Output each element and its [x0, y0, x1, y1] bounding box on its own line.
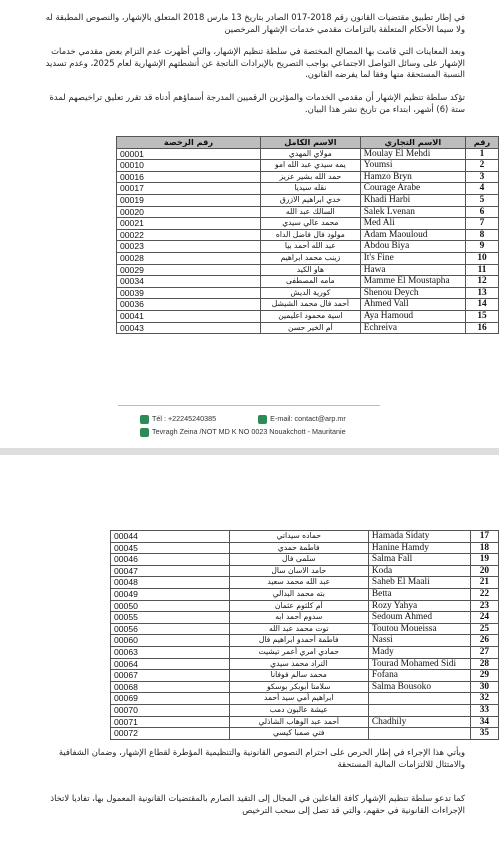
cell-number: 16	[466, 322, 499, 334]
cell-license: 00017	[117, 183, 261, 195]
footer-divider	[118, 405, 380, 406]
cell-full-name: هاو الكيد	[261, 264, 361, 276]
cell-license: 00055	[111, 612, 230, 624]
cell-license: 00010	[117, 160, 261, 172]
cell-full-name: عيشة عالبون دمب	[229, 704, 368, 716]
table-row	[111, 716, 499, 728]
cell-number: 35	[470, 728, 498, 740]
cell-trade-name: Toutou Moueissa	[368, 623, 470, 635]
table-row	[117, 241, 499, 253]
cell-number: 30	[470, 681, 498, 693]
header-number: رقم	[466, 137, 499, 149]
cell-full-name: حماده سيداتي	[229, 531, 368, 543]
cell-number: 17	[470, 531, 498, 543]
cell-trade-name: Salma Bousoko	[368, 681, 470, 693]
cell-license: 00044	[111, 531, 230, 543]
cell-trade-name: Abdou Biya	[360, 241, 465, 253]
cell-number: 6	[466, 206, 499, 218]
cell-full-name: حمد الله بشير عزيز	[261, 171, 361, 183]
cell-number: 27	[470, 646, 498, 658]
cell-number: 23	[470, 600, 498, 612]
table-row	[117, 252, 499, 264]
cell-license: 00043	[117, 322, 261, 334]
cell-license: 00070	[111, 704, 230, 716]
cell-license: 00016	[117, 171, 261, 183]
cell-full-name: عبد الله محمد سعيد	[229, 577, 368, 589]
cell-license: 00063	[111, 646, 230, 658]
cell-full-name: حمادي امري أعمر تيشيت	[229, 646, 368, 658]
cell-license: 00071	[111, 716, 230, 728]
cell-number: 19	[470, 554, 498, 566]
cell-number: 32	[470, 693, 498, 705]
cell-license: 00001	[117, 148, 261, 160]
cell-number: 10	[466, 252, 499, 264]
cell-number: 15	[466, 310, 499, 322]
cell-license: 00064	[111, 658, 230, 670]
cell-trade-name: Adam Maouloud	[360, 229, 465, 241]
cell-license: 00019	[117, 194, 261, 206]
cell-full-name: محمد سالم فوفانا	[229, 670, 368, 682]
cell-trade-name: Betta	[368, 588, 470, 600]
cell-trade-name: Aya Hamoud	[360, 310, 465, 322]
table-row	[117, 183, 499, 195]
cell-trade-name: Khadi Harbi	[360, 194, 465, 206]
table-row	[111, 693, 499, 705]
cell-trade-name: Koda	[368, 565, 470, 577]
cell-license: 00023	[117, 241, 261, 253]
cell-license: 00049	[111, 588, 230, 600]
cell-license: 00069	[111, 693, 230, 705]
cell-number: 25	[470, 623, 498, 635]
cell-number: 29	[470, 670, 498, 682]
cell-trade-name: Hawa	[360, 264, 465, 276]
footer-email: E-mail: contact@arp.mr	[270, 414, 346, 423]
table-row	[111, 646, 499, 658]
cell-full-name: حامد الاسان سال	[229, 565, 368, 577]
table-row	[117, 171, 499, 183]
table-row	[117, 264, 499, 276]
cell-full-name: سدوم أحمد ابه	[229, 612, 368, 624]
cell-trade-name: Rozy Yahya	[368, 600, 470, 612]
cell-trade-name: Mady	[368, 646, 470, 658]
intro-paragraph-2: وبعد المعاينات التي قامت بها المصالح المختصة في سلطة تنظيم الإشهار، والتي أظهرت عدم التزام بعض مقدمي خدمات الإشهار على وسائل التواصل الاجتماعي بواجب التصريح بالإيرادات الناتجة عن أنشطتهم الإشهارية لعام 2025، وعدم تسديد النسبة المستحقة منها وفقا لما يفرضه القانون.	[45, 46, 465, 79]
table-row	[117, 218, 499, 230]
cell-trade-name: Chadhily	[368, 716, 470, 728]
page-two	[0, 455, 499, 858]
cell-trade-name: Hamzo Bryn	[360, 171, 465, 183]
table-row	[111, 728, 499, 740]
footer-tel: Tél : +22245240385	[152, 414, 217, 423]
table-body-2	[111, 531, 499, 740]
cell-trade-name: Mamme El Moustapha	[360, 276, 465, 288]
header-full-name: الاسم الكامل	[261, 137, 361, 149]
cell-number: 2	[466, 160, 499, 172]
table-row	[111, 588, 499, 600]
cell-full-name: اسية محمود اعليمين	[261, 310, 361, 322]
cell-trade-name: Fofana	[368, 670, 470, 682]
table-row	[117, 322, 499, 334]
cell-full-name: عبد الله أحمد بيا	[261, 241, 361, 253]
table-row	[117, 194, 499, 206]
cell-license: 00028	[117, 252, 261, 264]
table-row	[117, 299, 499, 311]
cell-number: 3	[466, 171, 499, 183]
cell-license: 00029	[117, 264, 261, 276]
cell-trade-name: Saheb El Maali	[368, 577, 470, 589]
cell-trade-name: Ahmed Vall	[360, 299, 465, 311]
cell-trade-name: Nassi	[368, 635, 470, 647]
cell-full-name: أم الخير حسن	[261, 322, 361, 334]
cell-number: 5	[466, 194, 499, 206]
header-license: رقم الرخصة	[117, 137, 261, 149]
cell-full-name: مولود فال فاضل الداه	[261, 229, 361, 241]
table-row	[117, 310, 499, 322]
table-row	[111, 600, 499, 612]
cell-number: 13	[466, 287, 499, 299]
table-row	[117, 229, 499, 241]
table-row	[111, 531, 499, 543]
cell-trade-name: Salek Lvenan	[360, 206, 465, 218]
cell-license: 00048	[111, 577, 230, 589]
location-icon	[140, 428, 149, 437]
table-row	[111, 704, 499, 716]
footer-address: Tevragh Zeina /NOT MD K NO 0023 Nouakchott - Mauritanie	[152, 427, 346, 436]
cell-number: 22	[470, 588, 498, 600]
cell-full-name: السالك عبد الله	[261, 206, 361, 218]
cell-full-name: سلامتا أبوبكر بوسكو	[229, 681, 368, 693]
suspension-table-1	[116, 136, 499, 334]
cell-license: 00039	[117, 287, 261, 299]
cell-number: 21	[470, 577, 498, 589]
cell-number: 18	[470, 542, 498, 554]
table-row	[111, 577, 499, 589]
table-row	[117, 276, 499, 288]
cell-full-name: التراد محمد سيدي	[229, 658, 368, 670]
cell-trade-name: Tourad Mohamed Sidi	[368, 658, 470, 670]
cell-full-name: أحمد عبد الوهاب الشاذلي	[229, 716, 368, 728]
cell-license: 00045	[111, 542, 230, 554]
cell-trade-name: Med Ali	[360, 218, 465, 230]
table-row	[111, 623, 499, 635]
cell-full-name: محمد عالي سيدي	[261, 218, 361, 230]
cell-license: 00060	[111, 635, 230, 647]
cell-number: 14	[466, 299, 499, 311]
cell-number: 1	[466, 148, 499, 160]
cell-full-name: نقله سيديا	[261, 183, 361, 195]
table-row	[111, 554, 499, 566]
cell-number: 34	[470, 716, 498, 728]
cell-trade-name: Hanine Hamdy	[368, 542, 470, 554]
cell-license: 00034	[117, 276, 261, 288]
cell-number: 8	[466, 229, 499, 241]
cell-trade-name: Moulay El Mehdi	[360, 148, 465, 160]
cell-number: 7	[466, 218, 499, 230]
table-row	[111, 670, 499, 682]
cell-full-name: ابراهيم أمي سيد أحمد	[229, 693, 368, 705]
cell-trade-name: Courage Arabe	[360, 183, 465, 195]
table-row	[111, 565, 499, 577]
phone-icon	[140, 415, 149, 424]
email-icon	[258, 415, 267, 424]
header-trade-name: الاسم التجاري	[360, 137, 465, 149]
cell-full-name: فتي صمبا كيسي	[229, 728, 368, 740]
table-header-row	[117, 137, 499, 149]
cell-full-name: مولاي المهدي	[261, 148, 361, 160]
cell-full-name: خدي ابراهيم الازرق	[261, 194, 361, 206]
intro-paragraph-1: في إطار تطبيق مقتضيات القانون رقم 2018-017 الصادر بتاريخ 13 مارس 2018 المتعلق بالإشهار، والنصوص المطبقة له ولا سيما الأحكام المتعلقة بالتزامات مقدمي خدمات الإشهار المرخصين	[45, 12, 465, 34]
cell-number: 12	[466, 276, 499, 288]
cell-number: 26	[470, 635, 498, 647]
cell-license: 00050	[111, 600, 230, 612]
cell-full-name: سلمى فال	[229, 554, 368, 566]
cell-trade-name: Sedoum Ahmed	[368, 612, 470, 624]
cell-full-name: يمه سيدي عبد الله امو	[261, 160, 361, 172]
cell-number: 11	[466, 264, 499, 276]
cell-full-name: فاطمة حمدي	[229, 542, 368, 554]
table-body-1	[117, 148, 499, 334]
cell-license: 00041	[117, 310, 261, 322]
cell-number: 9	[466, 241, 499, 253]
table-row	[117, 160, 499, 172]
cell-full-name: زينب محمد ابراهيم	[261, 252, 361, 264]
cell-full-name: كورية الديش	[261, 287, 361, 299]
cell-number: 28	[470, 658, 498, 670]
cell-trade-name: Shenou Deych	[360, 287, 465, 299]
footer	[140, 412, 346, 438]
suspension-table-2	[110, 530, 499, 740]
cell-number: 20	[470, 565, 498, 577]
cell-number: 24	[470, 612, 498, 624]
cell-trade-name: Hamada Sidaty	[368, 531, 470, 543]
cell-number: 33	[470, 704, 498, 716]
table-row	[111, 658, 499, 670]
table-row	[111, 635, 499, 647]
closing-paragraph-1: ويأتي هذا الإجراء في إطار الحرص على احترام النصوص القانونية والتنظيمية المؤطرة لقطاع الإشهار، وضمان الشفافية والامتثال للالتزامات المالية المستحقة	[58, 747, 465, 769]
cell-trade-name: Salma Fall	[368, 554, 470, 566]
cell-trade-name: Youmsi	[360, 160, 465, 172]
table-row	[111, 681, 499, 693]
closing-paragraph-2: كما تدعو سلطة تنظيم الإشهار كافة الفاعلين في المجال إلى التقيد الصارم بالمقتضيات القانونية المعمول بها، تفاديا لاتخاذ الإجراءات القانونية في حقهم، والتي قد تصل إلى سحب الترخيص	[50, 793, 465, 815]
cell-full-name: بته محمد البدالي	[229, 588, 368, 600]
table-row	[117, 206, 499, 218]
cell-license: 00020	[117, 206, 261, 218]
cell-license: 00022	[117, 229, 261, 241]
cell-license: 00068	[111, 681, 230, 693]
cell-full-name: توت محمد عبد الله	[229, 623, 368, 635]
cell-license: 00046	[111, 554, 230, 566]
cell-trade-name	[368, 728, 470, 740]
cell-license: 00036	[117, 299, 261, 311]
cell-full-name: مامه المصطفى	[261, 276, 361, 288]
cell-trade-name: Echreiva	[360, 322, 465, 334]
cell-trade-name	[368, 704, 470, 716]
cell-full-name: فاطمة أحمدو ابراهيم فال	[229, 635, 368, 647]
table-row	[117, 148, 499, 160]
cell-license: 00047	[111, 565, 230, 577]
cell-full-name: أحمد فال محمد الشيشل	[261, 299, 361, 311]
cell-trade-name: It's Fine	[360, 252, 465, 264]
cell-full-name: أم كلثوم عثمان	[229, 600, 368, 612]
table-row	[111, 612, 499, 624]
table-row	[117, 287, 499, 299]
cell-trade-name	[368, 693, 470, 705]
cell-license: 00021	[117, 218, 261, 230]
table-row	[111, 542, 499, 554]
cell-number: 4	[466, 183, 499, 195]
cell-license: 00072	[111, 728, 230, 740]
intro-paragraph-3: تؤكد سلطة تنظيم الإشهار أن مقدمي الخدمات والمؤثرين الرقميين المدرجة أسماؤهم أدناه قد تقرر تعليق تراخيصهم لمدة ستة (6) أشهر، ابتداء من تاريخ نشر هذا البيان.	[49, 92, 465, 114]
cell-license: 00067	[111, 670, 230, 682]
cell-license: 00056	[111, 623, 230, 635]
